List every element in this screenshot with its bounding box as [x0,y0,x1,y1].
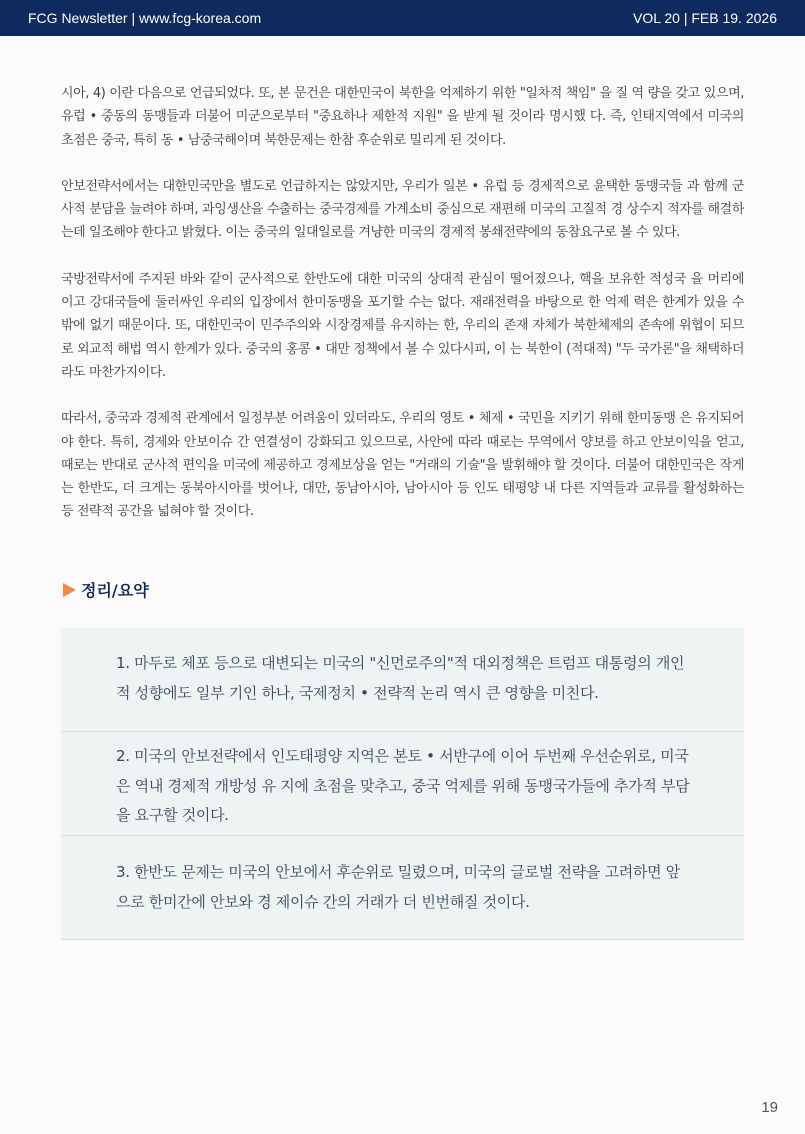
body-text [61,82,744,547]
paragraph-3: 국방전략서에 주지된 바와 같이 군사적으로 한반도에 대한 미국의 상대적 관심이 떨어졌으나, 핵을 보유한 적성국 을 머리에 이고 강대국들에 둘러싸인 우리의 입장에서 한미동맹을 포기할 수는 없다. 재래전력을 바탕으로 한 억제 력은 한계가 있을 수밖에 없기 때문이다. 또, 대한민국이 민주주의와 시장경제를 유지하는 한, 우리의 존재 자체가 북한체제의 존속에 위협이 되므로 외교적 해법 역시 한계가 있다. 중국의 홍콩 • 대만 정책에서 볼 수 있다시피, 이 는 북한이 (적대적) "두 국가론"을 채택하더라도 마찬가지이다. [61,271,744,380]
paragraph-2: 안보전략서에서는 대한민국만을 별도로 언급하지는 않았지만, 우리가 일본 • 유럽 등 경제적으로 윤택한 동맹국들 과 함께 군사적 분담을 늘려야 하며, 과잉생산을 수출하는 중국경제를 가계소비 중심으로 재편해 미국의 고질적 경 상수지 적자를 해결하는데 일조해야 한다고 밝혔다. 이는 중국의 일대일로를 겨냥한 미국의 경제적 봉쇄전략에의 동참요구로 볼 수 있다. [61,178,744,241]
header-site: FCG Newsletter | www.fcg-korea.com [28,10,262,26]
summary-item-3: 3. 한반도 문제는 미국의 안보에서 후순위로 밀렸으며, 미국의 글로벌 전략을 고려하면 앞으로 한미간에 안보와 경 제이슈 간의 거래가 더 빈번해질 것이다. [61,836,744,940]
paragraph-4: 따라서, 중국과 경제적 관계에서 일정부분 어려움이 있더라도, 우리의 영토 • 체제 • 국민을 지키기 위해 한미동맹 은 유지되어야 한다. 특히, 경제와 안보이슈 간 연결성이 강화되고 있으므로, 사안에 따라 때로는 무역에서 양보를 하고 안보이익을 얻고, 때로는 반대로 군사적 편익을 미국에 제공하고 경제보상을 얻는 "거래의 기술"을 발휘해야 할 것이다. 더불어 대한민국은 작게는 한반도, 더 크게는 동북아시아를 벗어나, 대만, 동남아시아, 남아시아 등 인도 태평양 내 다른 지역들과 교류를 활성화하는 등 전략적 공간을 넓혀야 할 것이다. [61,411,744,520]
summary-item-2: 2. 미국의 안보전략에서 인도태평양 지역은 본토 • 서반구에 이어 두번째 우선순위로, 미국은 역내 경제적 개방성 유 지에 초점을 맞추고, 중국 억제를 위해 동맹국가들에 추가적 부담을 요구할 것이다. [61,732,744,836]
page-number: 19 [761,1099,778,1116]
triangle-bullet-icon [63,583,76,597]
summary-heading-text: 정리/요약 [81,581,149,600]
summary-heading [63,578,149,601]
header-issue-date: VOL 20 | FEB 19. 2026 [633,10,777,26]
newsletter-header [0,0,805,36]
summary-item-1: 1. 마두로 체포 등으로 대변되는 미국의 "신먼로주의"적 대외정책은 트럼프 대통령의 개인적 성향에도 일부 기인 하나, 국제정치 • 전략적 논리 역시 큰 영향을 미친다. [61,628,744,732]
summary-box [61,628,744,940]
paragraph-1: 시아, 4) 이란 다음으로 언급되었다. 또, 본 문건은 대한민국이 북한을 억제하기 위한 "일차적 책임" 을 질 역 량을 갖고 있으며, 유럽 • 중동의 동맹들과 더불어 미군으로부터 "중요하나 제한적 지원" 을 받게 될 것이라 명시했 다. 즉, 인태지역에서 미국의 초점은 중국, 특히 동 • 남중국해이며 북한문제는 한참 후순위로 밀리게 된 것이다. [61,86,744,148]
